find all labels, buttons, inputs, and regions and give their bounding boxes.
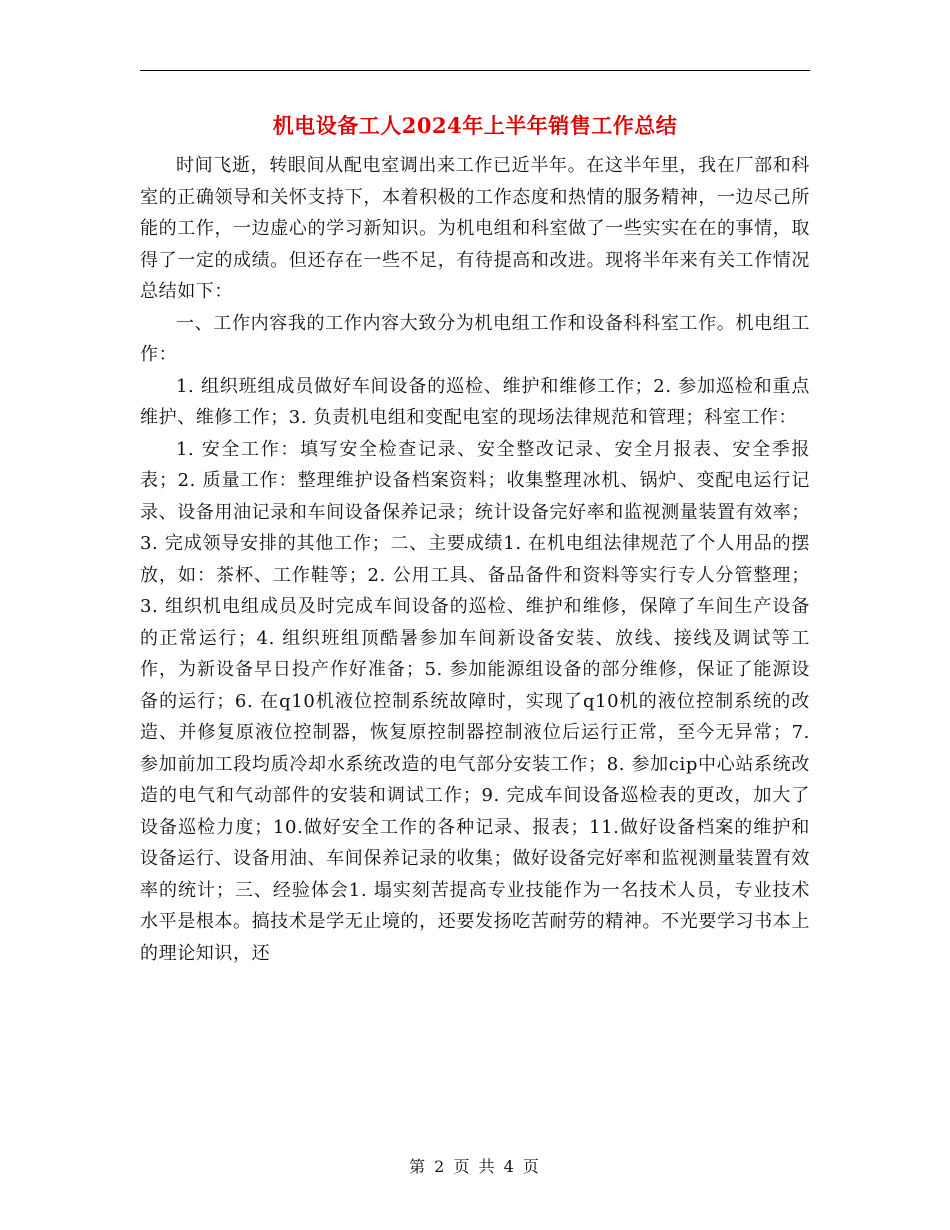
header-rule xyxy=(140,70,810,71)
document-title: 机电设备工人2024年上半年销售工作总结 xyxy=(272,113,678,138)
page-footer: 第 2 页 共 4 页 xyxy=(409,1157,541,1176)
document-body xyxy=(140,150,810,969)
paragraph-unit-tasks: 1. 组织班组成员做好车间设备的巡检、维护和维修工作；2. 参加巡检和重点维护、维修工作；3. 负责机电组和变配电室的现场法律规范和管理；科室工作： xyxy=(140,375,810,428)
paragraph-work-content: 一、工作内容我的工作内容大致分为机电组工作和设备科科室工作。机电组工作： xyxy=(140,312,810,365)
paragraph-office-tasks: 1. 安全工作：填写安全检查记录、安全整改记录、安全月报表、安全季报表；2. 质量工作：整理维护设备档案资料；收集整理冰机、锅炉、变配电运行记录、设备用油记录和车间设备保养记录；统计设备完好率和监视测量装置有效率；3. 完成领导安排的其他工作；二、主要成绩1. 在机电组法律规范了个人用品的摆放，如：茶杯、工作鞋等；2. 公用工具、备品备件和资料等实行专人分管整理；3. 组织机电组成员及时完成车间设备的巡检、维护和维修，保障了车间生产设备的正常运行；4. 组织班组顶酷暑参加车间新设备安装、放线、接线及调试等工作，为新设备早日投产作好准备；5. 参加能源组设备的部分维修，保证了能源设备的运行；6. 在q10机液位控制系统故障时，实现了q10机的液位控制系统的改造、并修复原液位控制器，恢复原控制器控制液位后运行正常，至今无异常；7. 参加前加工段均质冷却水系统改造的电气部分安装工作；8. 参加cip中心站系统改造的电气和气动部件的安装和调试工作；9. 完成车间设备巡检表的更改，加大了设备巡检力度；10.做好安全工作的各种记录、报表；11.做好设备档案的维护和设备运行、设备用油、车间保养记录的收集；做好设备完好率和监视测量装置有效率的统计；三、经验体会1. 塌实刻苦提高专业技能作为一名技术人员，专业技术水平是根本。搞技术是学无止境的，还要发扬吃苦耐劳的精神。不光要学习书本上的理论知识，还 xyxy=(140,438,810,964)
paragraph-intro: 时间飞逝，转眼间从配电室调出来工作已近半年。在这半年里，我在厂部和科室的正确领导和关怀支持下，本着积极的工作态度和热情的服务精神，一边尽己所能的工作，一边虚心的学习新知识。为机电组和科室做了一些实实在在的事情，取得了一定的成绩。但还存在一些不足，有待提高和改进。现将半年来有关工作情况总结如下： xyxy=(140,155,810,302)
